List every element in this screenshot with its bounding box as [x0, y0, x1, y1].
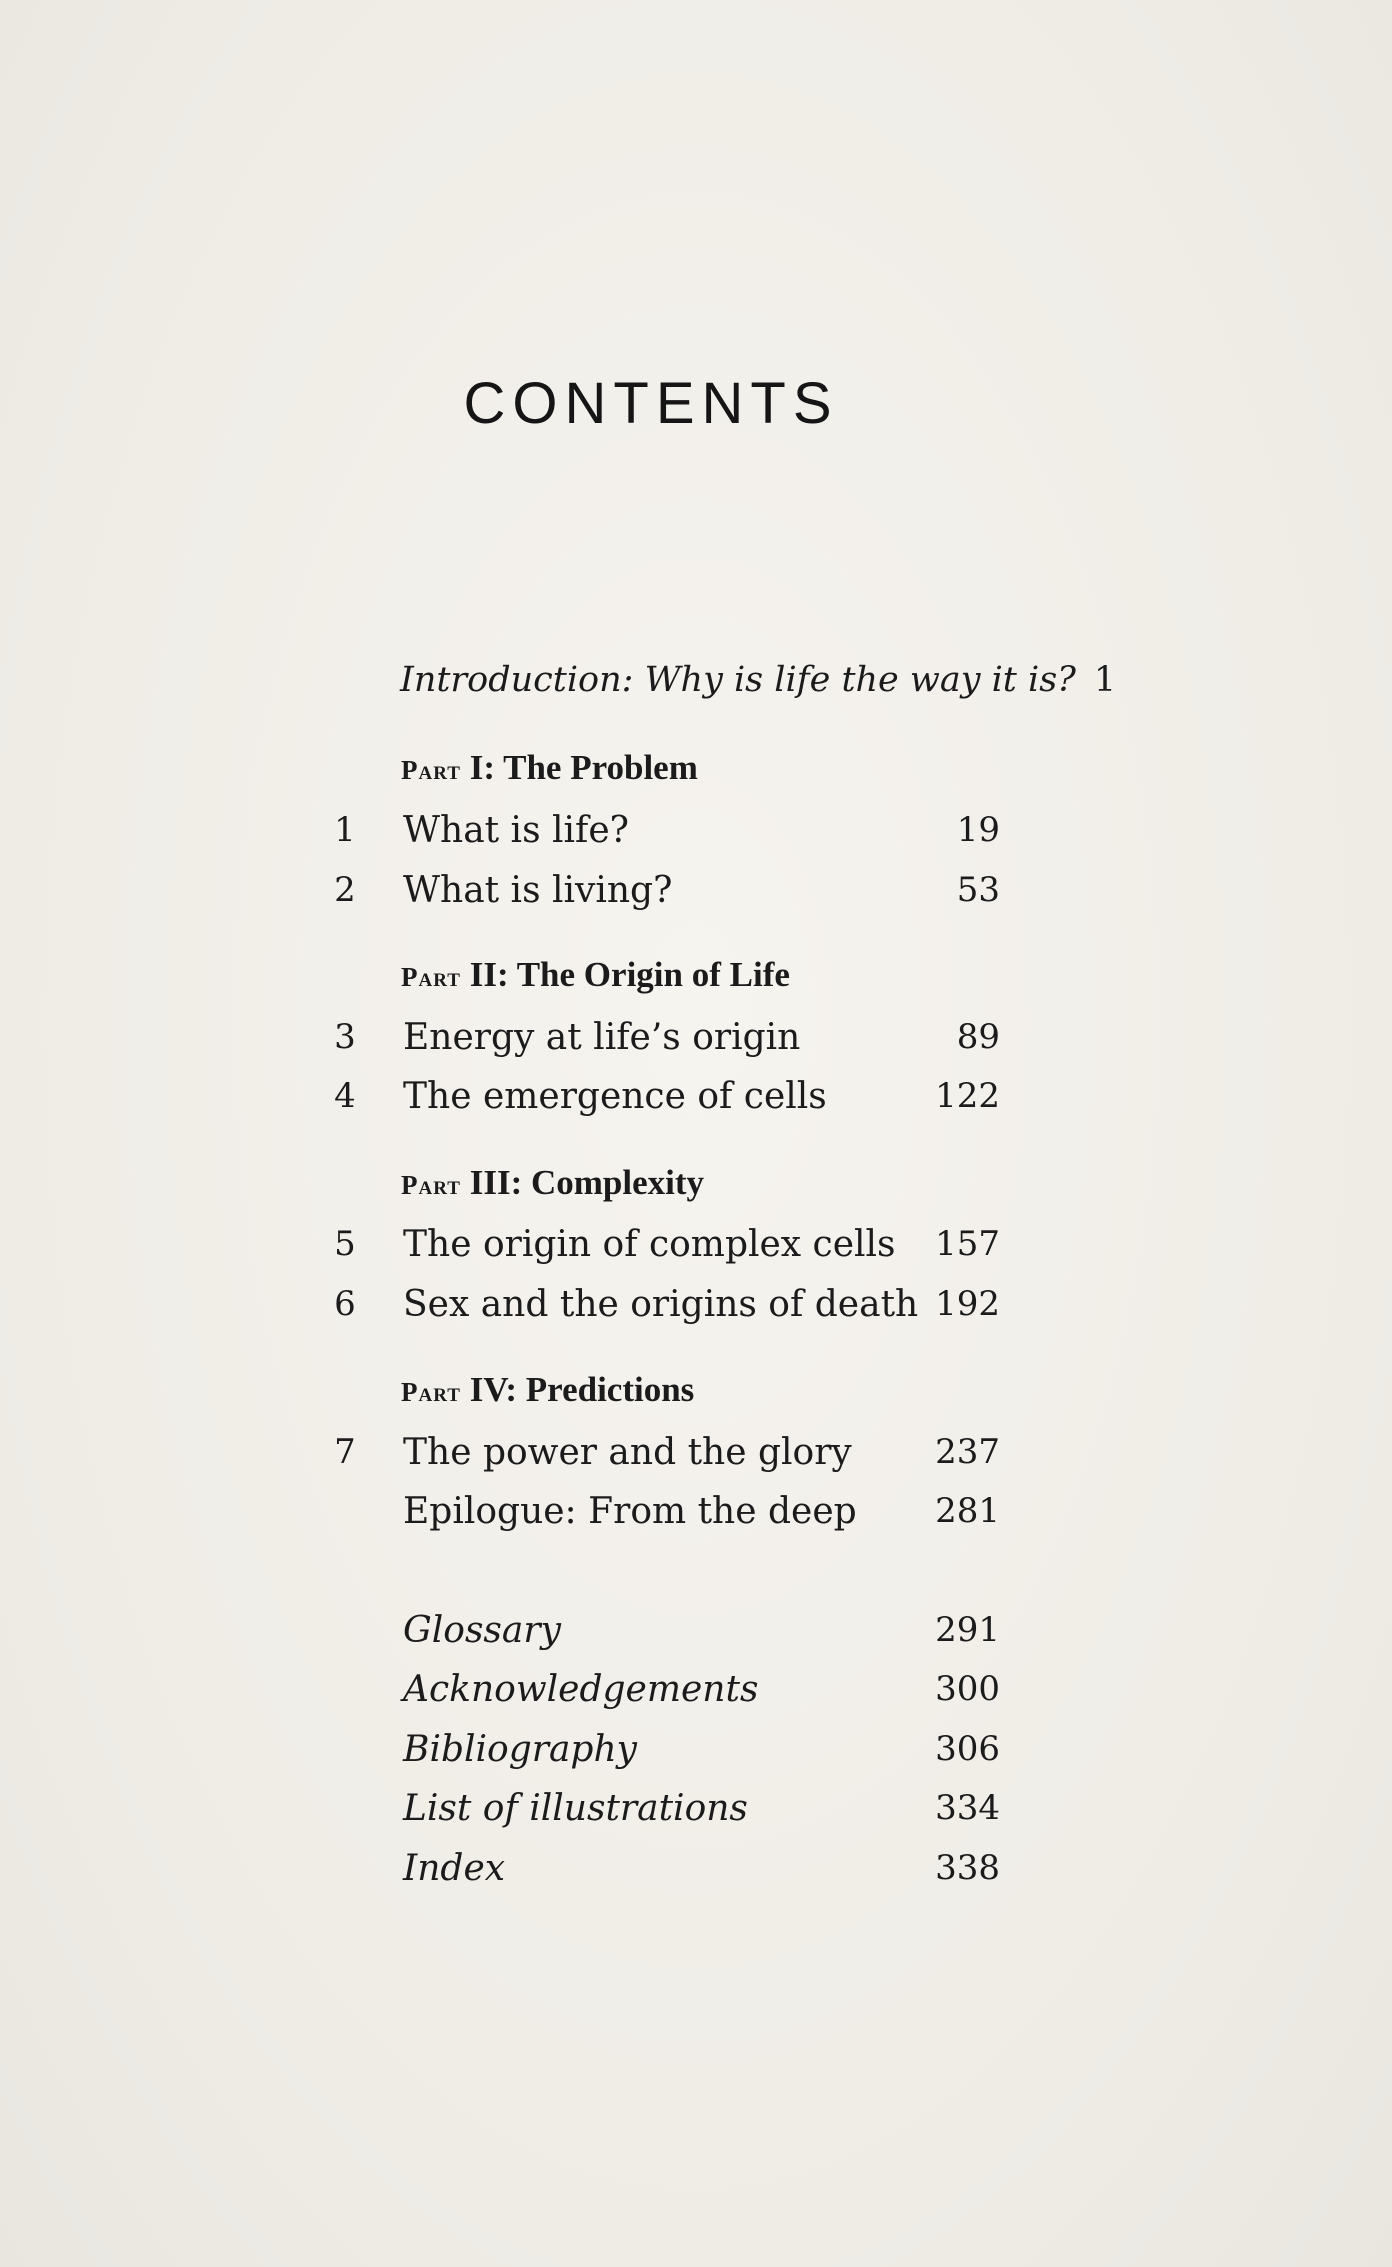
chapter-title: What is life? [403, 810, 629, 851]
back-matter-title: Acknowledgements [403, 1669, 759, 1710]
chapter-title: Sex and the origins of death [403, 1284, 919, 1325]
chapter-number: 1 [334, 810, 356, 850]
page-number: 306 [935, 1729, 1000, 1769]
page-number: 291 [935, 1610, 1000, 1650]
toc-entry-list-of-illustrations[interactable] [0, 1788, 1392, 1838]
page-number: 338 [935, 1848, 1000, 1888]
page-number: 53 [956, 870, 1000, 910]
part-prefix: Part [401, 755, 461, 785]
chapter-title: Energy at life’s origin [403, 1017, 801, 1058]
toc-entry-chapter-1[interactable] [0, 810, 1392, 860]
toc-entry-epilogue[interactable] [0, 1491, 1392, 1541]
toc-entry-bibliography[interactable] [0, 1729, 1392, 1779]
back-matter-title: Index [403, 1848, 506, 1889]
toc-introduction-page: 1 [1093, 660, 1117, 700]
chapter-title: The origin of complex cells [403, 1224, 896, 1265]
part-heading-2 [401, 955, 790, 995]
toc-introduction[interactable] [400, 660, 1116, 700]
part-title: II: The Origin of Life [460, 955, 790, 994]
chapter-title: Epilogue: From the deep [403, 1491, 857, 1532]
chapter-number: 2 [334, 870, 356, 910]
back-matter-title: Bibliography [403, 1729, 637, 1770]
back-matter-title: List of illustrations [403, 1788, 748, 1829]
chapter-number: 5 [334, 1224, 356, 1264]
toc-entry-acknowledgements[interactable] [0, 1669, 1392, 1719]
part-prefix: Part [401, 1377, 461, 1407]
toc-entry-chapter-2[interactable] [0, 870, 1392, 920]
page-number: 157 [935, 1224, 1000, 1264]
chapter-number: 3 [334, 1017, 356, 1057]
part-title: IV: Predictions [460, 1370, 695, 1409]
page-number: 237 [935, 1432, 1000, 1472]
part-heading-3 [401, 1163, 704, 1203]
toc-entry-chapter-3[interactable] [0, 1017, 1392, 1067]
part-title: I: The Problem [460, 748, 698, 787]
toc-entry-chapter-4[interactable] [0, 1076, 1392, 1126]
page-number: 192 [935, 1284, 1000, 1324]
chapter-number: 6 [334, 1284, 356, 1324]
page-number: 281 [935, 1491, 1000, 1531]
chapter-title: The emergence of cells [403, 1076, 827, 1117]
chapter-title: What is living? [403, 870, 673, 911]
chapter-number: 4 [334, 1076, 356, 1116]
page-number: 89 [956, 1017, 1000, 1057]
toc-introduction-label: Introduction: Why is life the way it is? [400, 660, 1076, 700]
page-number: 334 [935, 1788, 1000, 1828]
page-title: CONTENTS [463, 371, 839, 436]
part-prefix: Part [401, 962, 461, 992]
part-prefix: Part [401, 1170, 461, 1200]
page-number: 300 [935, 1669, 1000, 1709]
toc-entry-chapter-6[interactable] [0, 1284, 1392, 1334]
chapter-number: 7 [334, 1432, 356, 1472]
page-number: 19 [956, 810, 1000, 850]
back-matter-title: Glossary [403, 1610, 561, 1651]
part-heading-4 [401, 1370, 694, 1410]
toc-entry-chapter-5[interactable] [0, 1224, 1392, 1274]
toc-entry-index[interactable] [0, 1848, 1392, 1898]
page-number: 122 [935, 1076, 1000, 1116]
part-heading-1 [401, 748, 698, 788]
part-title: III: Complexity [460, 1163, 705, 1202]
toc-entry-chapter-7[interactable] [0, 1432, 1392, 1482]
chapter-title: The power and the glory [403, 1432, 852, 1473]
toc-entry-glossary[interactable] [0, 1610, 1392, 1660]
